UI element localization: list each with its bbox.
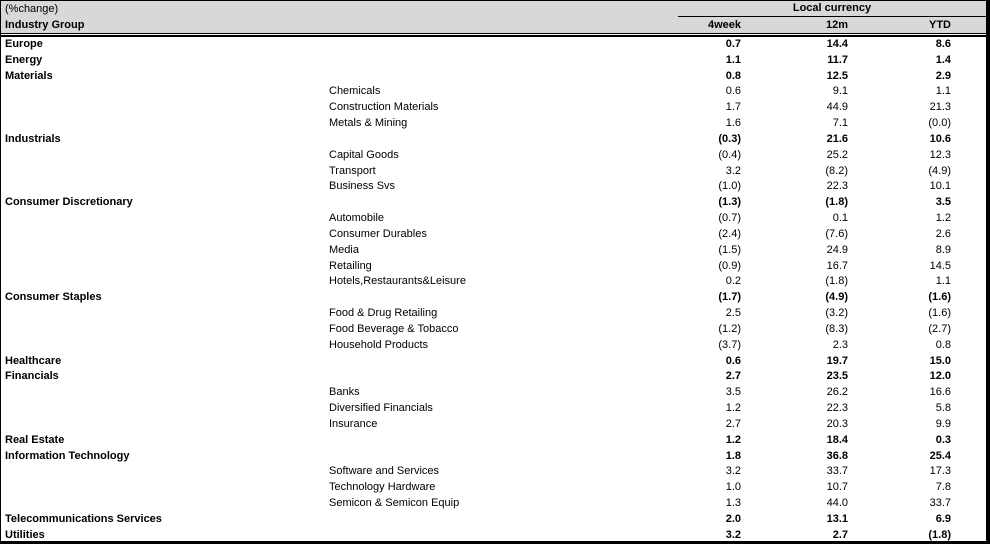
value-12m: 44.0	[826, 497, 848, 510]
table-row	[1, 84, 986, 100]
value-4week: (2.4)	[718, 227, 741, 240]
industry-label: Energy	[5, 53, 43, 66]
value-ytd: (1.6)	[928, 291, 951, 304]
table-row	[1, 369, 986, 385]
value-ytd: (0.0)	[928, 117, 951, 130]
value-4week: (0.9)	[718, 259, 741, 272]
industry-label: Consumer Durables	[329, 227, 427, 240]
value-12m: (4.9)	[825, 291, 848, 304]
value-12m: 11.7	[827, 53, 848, 66]
industry-label: Diversified Financials	[329, 402, 433, 415]
table-row	[1, 449, 986, 465]
value-ytd: 16.6	[929, 386, 951, 399]
value-4week: 1.1	[725, 53, 741, 66]
value-ytd: 1.2	[935, 212, 951, 225]
value-ytd: 0.3	[935, 433, 951, 446]
value-12m: 19.7	[826, 354, 848, 367]
value-12m: 21.6	[826, 132, 848, 145]
industry-label: Telecommunications Services	[5, 512, 162, 525]
value-4week: 3.5	[725, 386, 741, 399]
industry-label: Banks	[329, 386, 360, 399]
value-ytd: (4.9)	[928, 164, 951, 177]
value-4week: 3.2	[725, 465, 741, 478]
value-4week: 1.8	[725, 449, 741, 462]
value-12m: 25.2	[826, 148, 848, 161]
value-4week: 0.7	[725, 38, 741, 50]
industry-label: Utilities	[5, 528, 45, 541]
value-12m: 36.8	[826, 449, 848, 462]
value-12m: 33.7	[826, 465, 848, 478]
industry-label: Software and Services	[329, 465, 440, 478]
value-ytd: 14.5	[929, 259, 951, 272]
column-header-12m: 12m	[825, 19, 848, 31]
value-ytd: (1.8)	[928, 528, 951, 541]
table-row	[1, 227, 986, 243]
value-12m: 12.5	[826, 69, 848, 82]
value-4week: 2.7	[725, 370, 741, 383]
value-12m: (3.2)	[825, 307, 848, 320]
industry-label: Chemicals	[329, 85, 381, 98]
value-ytd: 21.3	[929, 101, 951, 114]
industry-label: Household Products	[329, 338, 429, 351]
value-4week: 3.2	[725, 528, 741, 541]
value-12m: 0.1	[832, 212, 848, 225]
table-row	[1, 528, 986, 544]
value-12m: 10.7	[826, 481, 848, 494]
value-4week: 1.3	[725, 497, 741, 510]
industry-label: Financials	[5, 370, 59, 383]
table-row	[1, 417, 986, 433]
table-row	[1, 322, 986, 338]
value-12m: 14.4	[826, 38, 848, 50]
table-row	[1, 100, 986, 116]
industry-label: Capital Goods	[329, 148, 399, 161]
table-row	[1, 512, 986, 528]
industry-label: Healthcare	[5, 354, 62, 367]
value-12m: 26.2	[826, 386, 848, 399]
value-12m: (8.2)	[825, 164, 848, 177]
industry-label: Metals & Mining	[329, 117, 408, 130]
industry-group-column-header: Industry Group	[5, 19, 85, 31]
value-12m: 24.9	[826, 243, 848, 256]
value-12m: 7.1	[832, 117, 848, 130]
value-ytd: (1.6)	[928, 307, 951, 320]
value-ytd: 1.1	[935, 85, 951, 98]
industry-label: Technology Hardware	[329, 481, 436, 494]
value-12m: (7.6)	[825, 227, 848, 240]
industry-label: Business Svs	[329, 180, 396, 193]
value-4week: 1.2	[725, 402, 741, 415]
value-4week: 0.8	[725, 69, 741, 82]
value-ytd: (2.7)	[928, 322, 951, 335]
value-4week: 3.2	[725, 164, 741, 177]
value-ytd: 7.8	[935, 481, 951, 494]
table-row	[1, 53, 986, 69]
value-ytd: 0.8	[935, 338, 951, 351]
industry-label: Hotels,Restaurants&Leisure	[329, 275, 466, 288]
table-row	[1, 401, 986, 417]
value-12m: (1.8)	[825, 275, 848, 288]
value-ytd: 2.9	[935, 69, 951, 82]
value-4week: 1.6	[725, 117, 741, 130]
value-4week: (1.7)	[718, 291, 741, 304]
value-ytd: 5.8	[935, 402, 951, 415]
value-ytd: 25.4	[929, 449, 951, 462]
industry-label: Real Estate	[5, 433, 65, 446]
value-12m: 20.3	[826, 417, 848, 430]
value-ytd: 9.9	[935, 417, 951, 430]
table-row	[1, 116, 986, 132]
value-4week: (0.3)	[718, 132, 741, 145]
value-ytd: 3.5	[935, 196, 951, 209]
table-row	[1, 354, 986, 370]
industry-label: Materials	[5, 69, 53, 82]
table-row	[1, 290, 986, 306]
value-ytd: 10.1	[929, 180, 951, 193]
percent-change-label: (%change)	[5, 3, 59, 15]
industry-label: Food & Drug Retailing	[329, 307, 438, 320]
value-4week: 1.7	[725, 101, 741, 114]
value-12m: 13.1	[826, 512, 848, 525]
value-4week: (0.7)	[718, 212, 741, 225]
value-12m: 44.9	[826, 101, 848, 114]
table-row	[1, 480, 986, 496]
industry-label: Automobile	[329, 212, 385, 225]
value-ytd: 1.4	[935, 53, 951, 66]
table-row	[1, 179, 986, 195]
table-header	[1, 1, 986, 33]
industry-label: Transport	[329, 164, 376, 177]
value-ytd: 10.6	[929, 132, 951, 145]
table-row	[1, 496, 986, 512]
column-header-4week: 4week	[707, 19, 741, 31]
value-12m: 22.3	[826, 180, 848, 193]
table-row	[1, 259, 986, 275]
value-4week: 1.0	[725, 481, 741, 494]
table-row	[1, 132, 986, 148]
value-ytd: 33.7	[929, 497, 951, 510]
table-row	[1, 195, 986, 211]
industry-label: Food Beverage & Tobacco	[329, 322, 459, 335]
table-row	[1, 37, 986, 53]
industry-label: Information Technology	[5, 449, 130, 462]
value-ytd: 12.3	[929, 148, 951, 161]
value-4week: (1.2)	[718, 322, 741, 335]
local-currency-group-header: Local currency	[678, 1, 986, 17]
value-4week: (0.4)	[718, 148, 741, 161]
column-header-ytd: YTD	[929, 19, 951, 31]
value-ytd: 15.0	[929, 354, 951, 367]
industry-label: Construction Materials	[329, 101, 439, 114]
header-row-columns	[1, 17, 986, 33]
value-ytd: 1.1	[935, 275, 951, 288]
value-12m: 16.7	[826, 259, 848, 272]
table-row	[1, 338, 986, 354]
value-12m: 2.7	[832, 528, 848, 541]
industry-label: Europe	[5, 38, 43, 50]
industry-label: Consumer Discretionary	[5, 196, 133, 209]
value-4week: 2.0	[725, 512, 741, 525]
table-row	[1, 243, 986, 259]
table-row	[1, 69, 986, 85]
value-4week: 0.6	[725, 85, 741, 98]
table-row	[1, 433, 986, 449]
value-4week: (1.0)	[718, 180, 741, 193]
value-ytd: 8.6	[935, 38, 951, 50]
industry-label: Semicon & Semicon Equip	[329, 497, 460, 510]
industry-label: Consumer Staples	[5, 291, 102, 304]
value-12m: 23.5	[826, 370, 848, 383]
industry-label: Media	[329, 243, 359, 256]
value-ytd: 6.9	[935, 512, 951, 525]
value-ytd: 17.3	[929, 465, 951, 478]
table-row	[1, 306, 986, 322]
industry-label: Retailing	[329, 259, 372, 272]
value-ytd: 12.0	[929, 370, 951, 383]
value-4week: (3.7)	[718, 338, 741, 351]
table-row	[1, 274, 986, 290]
value-4week: (1.3)	[718, 196, 741, 209]
value-4week: 0.6	[725, 354, 741, 367]
industry-label: Insurance	[329, 417, 378, 430]
header-row-currency	[1, 1, 986, 17]
table-row	[1, 385, 986, 401]
value-4week: 1.2	[725, 433, 741, 446]
table-row	[1, 164, 986, 180]
value-12m: 2.3	[832, 338, 848, 351]
value-4week: (1.5)	[718, 243, 741, 256]
value-12m: (1.8)	[825, 196, 848, 209]
value-12m: 18.4	[826, 433, 848, 446]
value-4week: 2.5	[725, 307, 741, 320]
value-4week: 2.7	[725, 417, 741, 430]
table-row	[1, 211, 986, 227]
table-row	[1, 148, 986, 164]
industry-label: Industrials	[5, 132, 61, 145]
table-row	[1, 464, 986, 480]
value-4week: 0.2	[725, 275, 741, 288]
value-ytd: 8.9	[935, 243, 951, 256]
value-12m: 22.3	[826, 402, 848, 415]
value-12m: (8.3)	[825, 322, 848, 335]
table-body	[1, 37, 986, 544]
value-ytd: 2.6	[935, 227, 951, 240]
value-12m: 9.1	[832, 85, 848, 98]
